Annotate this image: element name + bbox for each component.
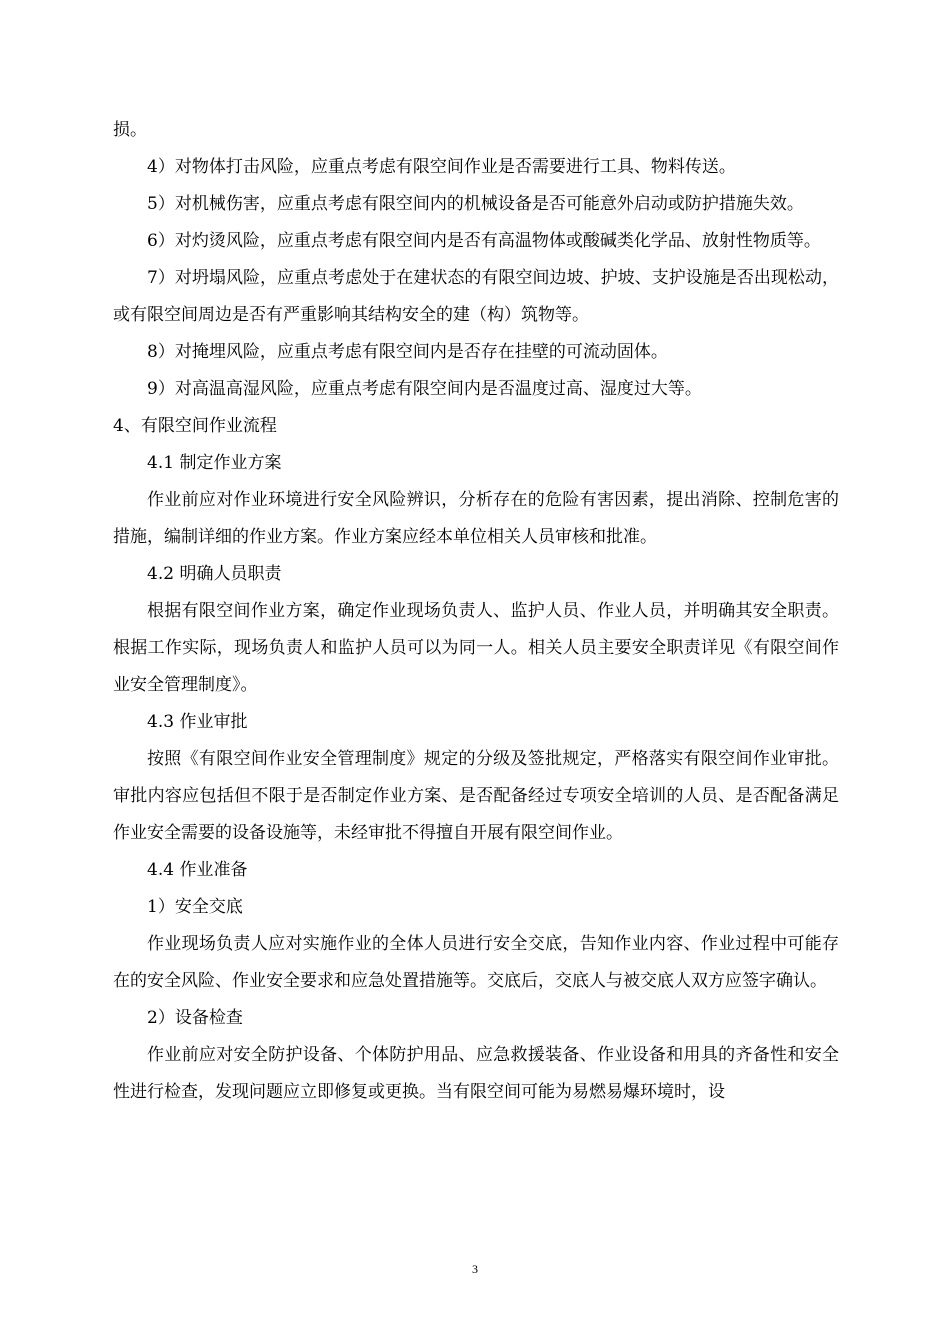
subsection-heading: 4.1 制定作业方案 (147, 453, 282, 473)
paragraph: 作业前应对作业环境进行安全风险辨识，分析存在的危险有害因素，提出消除、控制危害的措施，编制详细的作业方案。作业方案应经本单位相关人员审核和批准。 (113, 490, 839, 547)
subsection-heading: 4.3 作业审批 (147, 712, 248, 732)
list-heading: 2）设备检查 (147, 1008, 243, 1028)
paragraph: 损。 (113, 120, 147, 140)
paragraph: 8）对掩埋风险，应重点考虑有限空间内是否存在挂壁的可流动固体。 (147, 342, 668, 362)
section-heading: 4、有限空间作业流程 (113, 416, 277, 436)
paragraph: 根据有限空间作业方案，确定作业现场负责人、监护人员、作业人员，并明确其安全职责。根据工作实际，现场负责人和监护人员可以为同一人。相关人员主要安全职责详见《有限空间作业安全管理制度》。 (113, 601, 839, 695)
list-heading: 1）安全交底 (147, 897, 243, 917)
paragraph: 4）对物体打击风险，应重点考虑有限空间作业是否需要进行工具、物料传送。 (147, 157, 736, 177)
subsection-heading: 4.4 作业准备 (147, 860, 248, 880)
paragraph: 作业现场负责人应对实施作业的全体人员进行安全交底，告知作业内容、作业过程中可能存在的安全风险、作业安全要求和应急处置措施等。交底后，交底人与被交底人双方应签字确认。 (113, 934, 839, 991)
paragraph: 6）对灼烫风险，应重点考虑有限空间内是否有高温物体或酸碱类化学品、放射性物质等。 (147, 231, 821, 251)
page-number: 3 (472, 1262, 478, 1276)
page-body (113, 112, 839, 1111)
paragraph: 5）对机械伤害，应重点考虑有限空间内的机械设备是否可能意外启动或防护措施失效。 (147, 194, 804, 214)
paragraph: 7）对坍塌风险，应重点考虑处于在建状态的有限空间边坡、护坡、支护设施是否出现松动，或有限空间周边是否有严重影响其结构安全的建（构）筑物等。 (113, 268, 839, 325)
paragraph: 9）对高温高湿风险，应重点考虑有限空间内是否温度过高、湿度过大等。 (147, 379, 702, 399)
paragraph: 作业前应对安全防护设备、个体防护用品、应急救援装备、作业设备和用具的齐备性和安全性进行检查，发现问题应立即修复或更换。当有限空间可能为易燃易爆环境时，设 (113, 1045, 839, 1102)
subsection-heading: 4.2 明确人员职责 (147, 564, 282, 584)
paragraph: 按照《有限空间作业安全管理制度》规定的分级及签批规定，严格落实有限空间作业审批。审批内容应包括但不限于是否制定作业方案、是否配备经过专项安全培训的人员、是否配备满足作业安全需要的设备设施等，未经审批不得擅自开展有限空间作业。 (113, 749, 839, 843)
